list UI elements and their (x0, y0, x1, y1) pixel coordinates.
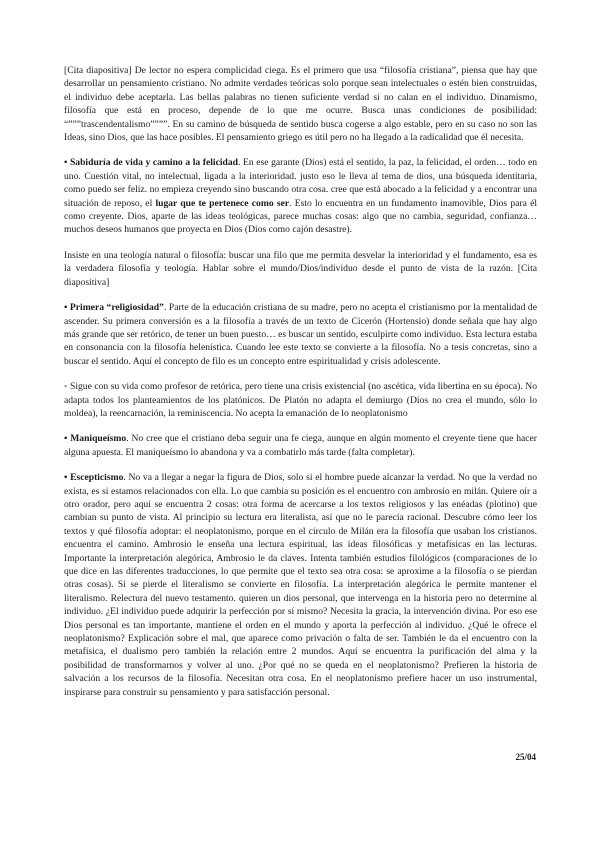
insiste-paragraph: Insiste en una teología natural o filosofía: buscar una filo que me permita desvelar la interioridad y el fundamento, esa es la verdadera filosofía y teología. Hablar sobre el mundo/Dios/individuo desde el punto de vista de la razón. [Cita diapositiva] (64, 249, 537, 288)
escepticismo-paragraph (64, 471, 537, 699)
sabiduria-text-2: . Esto lo encuentra en un fundamento inamovible, Dios para él como creyente. Dios, aparte de las ideas teológicas, parece muchas cosas: algo que no cambia, seguridad, confianza… muchos deseos humanos que proyecta en Dios (Dios como cajón desastre). (64, 197, 538, 236)
sabiduria-paragraph (64, 156, 537, 236)
escepticismo-title: Escepticismo (70, 472, 124, 484)
maniqueismo-paragraph (64, 432, 537, 459)
intro-paragraph: [Cita diapositiva] De lector no espera complicidad ciega. Es el primero que usa “filosofía cristiana”, piensa que hay que desarrollar un pensamiento cristiano. No admite verdades teóricas solo porque sean intelectuales o estén bien construidas, el individuo debe aceptarla. Las bellas palabras no tienen suficiente verdad si no calan en el individuo. Dinamismo, filosofía que está en proceso, depende de lo que me ocurre. Busca unas condiciones de posibilidad: “”””trascendentalismo””””. En su camino de búsqueda de sentido busca cogerse a algo estable, pero en su caso no son las Ideas, sino Dios, que las hace posibles. El pensamiento griego es útil pero no ha llegado a la radicalidad que él necesita. (64, 65, 537, 144)
sabiduria-text-1: . En ese garante (Dios) está el sentido, la paz, la felicidad, el orden… todo en uno. Cuestión vital, no intelectual, ligada a la interioridad. justo eso le lleva al tema de dios, una búsqueda identitaria, como puedo ser feliz. no empieza creyendo sino buscando otra cosa. cree que está abocado a la felicidad y a encontrar una situación de reposo, el (64, 157, 537, 209)
bullet: • (64, 302, 68, 314)
document-body (64, 64, 537, 699)
bullet: • (64, 472, 68, 484)
sigue-paragraph: ◦ Sigue con su vida como profesor de retórica, pero tiene una crisis existencial (no ascética, vida libertina en su época). No adapta todos los planteamientos de los platónicos. De Platón no adapta el demiurgo (Dios no crea el mundo, sólo lo moldea), la reencarnación, la reminiscencia. No acepta la emanación de lo neoplatonismo (64, 381, 537, 419)
bullet: • (64, 433, 68, 445)
religiosidad-title: Primera “religiosidad” (69, 302, 164, 314)
maniqueismo-text: . No cree que el cristiano deba seguir una fe ciega, aunque en algún momento el creyente tiene que hacer alguna apuesta. El maniqueísmo lo abandona y va a combatirlo más tarde (falta completar). (64, 433, 537, 458)
maniqueismo-title: Maniqueísmo (70, 433, 127, 445)
escepticismo-text: . No va a llegar a negar la figura de Dios, solo si el hombre puede alcanzar la verdad. No que la verdad no exista, es si estamos relacionados con ella. Lo que cambia su posición es el encuentro con ambrosio en milán. Quiere oír a otro orador, pero aquí se encuentra 2 cosas: otra forma de acercarse a los textos religiosos y las enéadas (plotino) que cambian su punto de vista. Al principio su lectura era literalista, así que no le parecía racional. Descubre cómo leer los textos y qué filosofía adoptar: el neoplatonismo, porque en el círculo de Milán era la filosofía que usaban los cristianos. encuentra el camino. Ambrosio le enseña una lectura espiritual, las ideas filosóficas y metafísicas en las lecturas. Importante la interpretación alegórica, Ambrosio le da claves. Intenta también estudios filológicos (comparaciones de lo que dice en las diferentes traducciones, lo que permite que el texto sea otra cosa: se aproxime a la filosofía o se pierdan otras cosas). Si se pierde el literalismo se convierte en filosofía. La interpretación alegórica le permite mantener el literalismo. Relectura del nuevo testamento. quieren un dios personal, que intervenga en la historia pero no determine al individuo. ¿El individuo puede adquirir la perfección por sí mismo? Necesita la gracia, la intervención divina. Por eso ese Dios personal es tan importante, mantiene el orden en el mundo y aporta la perfección al individuo. ¿Qué le ofrece el neoplatonismo? Explicación sobre el mal, que aparece como privación o falta de ser. También le da el encuentro con la metafísica, el dualismo pero también la relación entre 2 mundos. Aquí se encuentra la purificación del alma y la posibilidad de transformarnos y volver al uno. ¿Por qué no se queda en el neoplatonismo? Prefieren la historia de salvación a los recursos de la filosofía. Necesitan otra cosa. En el neoplatonismo prefiere hacer un uso instrumental, inspirarse para construir su pensamiento y para satisfacción personal. (64, 472, 537, 698)
sabiduria-title: Sabiduría de vida y camino a la felicidad (69, 157, 238, 169)
bullet: • (64, 157, 68, 169)
religiosidad-text: . Parte de la educación cristiana de su madre, pero no acepta el cristianismo por la mentalidad de ascender. Su primera conversión es a la filosofía a través de un texto de Cicerón (Hortensio) donde señala que hay algo más grande que ser retórico, de tener un buen puesto… es buscar un sentido, esculpirte como individuo. Esta lectura estaba en consonancia con la filosofía helenística. Cuando lee este texto se convierte a la filosofía. No a tesis concretas, sino a buscar el sentido. Aquí el concepto de filo es un concepto entre espiritualidad y crisis adolescente. (64, 302, 537, 367)
sabiduria-bold-phrase: lugar que te pertenece como ser (155, 197, 290, 209)
page-number: 25/04 (515, 752, 536, 762)
religiosidad-paragraph (64, 301, 537, 368)
